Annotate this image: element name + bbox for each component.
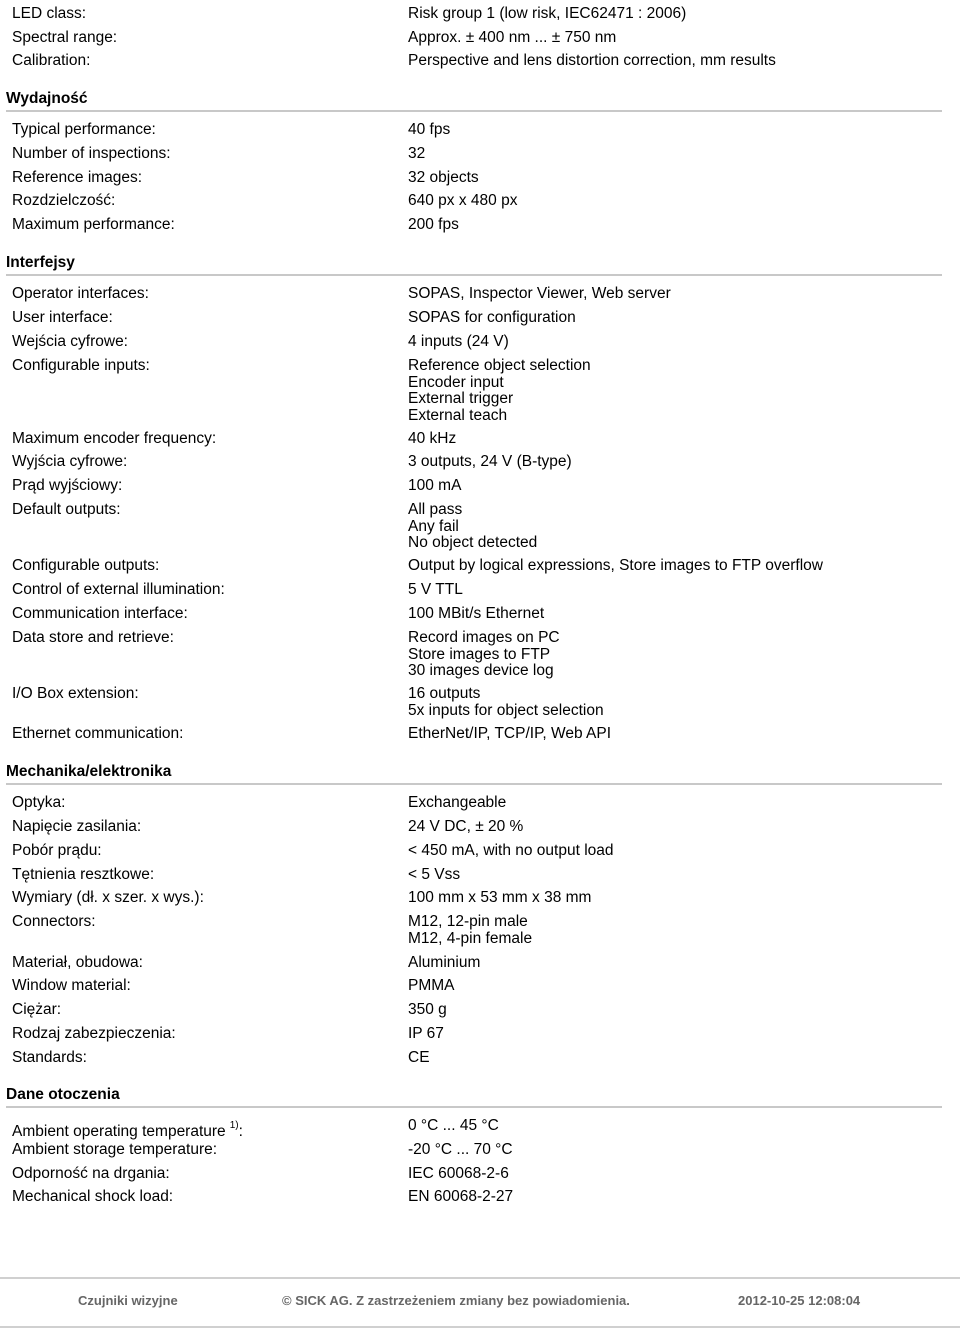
spec-label (12, 914, 96, 931)
spec-label-text: Ethernet communication: (12, 725, 184, 742)
section-title: Wydajność (6, 90, 88, 107)
spec-value (408, 502, 537, 552)
spec-value (408, 146, 425, 163)
spec-value-line: 100 mA (408, 477, 462, 494)
spec-value-line: 16 outputs (408, 685, 481, 702)
spec-label-text: Materiał, obudowa: (12, 954, 143, 971)
spec-value-line: 3 outputs, 24 V (B-type) (408, 453, 572, 470)
label-suffix: : (238, 1123, 243, 1140)
spec-label-text: Operator interfaces: (12, 285, 149, 302)
spec-label-text: Rozdzielczość: (12, 192, 116, 209)
spec-value (408, 1002, 447, 1019)
spec-label (12, 1118, 243, 1141)
spec-value (408, 217, 459, 234)
spec-value (408, 890, 591, 907)
spec-value-line: 40 kHz (408, 430, 457, 447)
spec-label-text: Reference images: (12, 169, 143, 186)
spec-value (408, 334, 509, 351)
spec-value-line: External trigger (408, 390, 514, 407)
spec-label (12, 630, 174, 647)
spec-value (408, 431, 456, 448)
spec-value-line: No object detected (408, 534, 538, 551)
spec-value (408, 454, 572, 471)
spec-label (12, 686, 139, 703)
spec-value (408, 843, 614, 860)
spec-value-line: Encoder input (408, 373, 504, 391)
spec-value-line: 0 °C ... 45 °C (408, 1117, 499, 1134)
section-title: Dane otoczenia (6, 1086, 120, 1103)
spec-value-line: 200 fps (408, 216, 459, 233)
spec-value (408, 310, 576, 327)
spec-value-line: 100 mm x 53 mm x 38 mm (408, 889, 592, 906)
spec-label (12, 478, 122, 495)
spec-value (408, 955, 480, 972)
spec-value (408, 53, 776, 70)
spec-value-line: Any fail (408, 517, 459, 535)
spec-value-line: < 5 Vss (408, 866, 461, 883)
spec-label (12, 454, 127, 471)
spec-value (408, 1166, 509, 1183)
spec-value-line: < 450 mA, with no output load (408, 842, 614, 859)
spec-label-text: Wejścia cyfrowe: (12, 333, 128, 350)
section-title: Interfejsy (6, 254, 75, 271)
spec-label-text: Standards: (12, 1049, 87, 1066)
section-header-dane-otoczenia (6, 1086, 942, 1108)
spec-label (12, 358, 150, 375)
spec-value (408, 1118, 499, 1135)
spec-label-text: Napięcie zasilania: (12, 818, 142, 835)
spec-value-line: All pass (408, 501, 463, 518)
spec-value (408, 1026, 444, 1043)
spec-label-text: Spectral range: (12, 29, 118, 46)
spec-value-line: Store images to FTP (408, 645, 551, 663)
spec-value-line: 32 objects (408, 169, 479, 186)
spec-value (408, 286, 671, 303)
spec-label (12, 502, 121, 519)
spec-label (12, 1189, 173, 1206)
footnote-marker: 1) (229, 1120, 239, 1131)
spec-label-text: Optyka: (12, 794, 66, 811)
spec-label (12, 1050, 87, 1067)
spec-label-text: LED class: (12, 5, 87, 22)
spec-value-line: 40 fps (408, 121, 451, 138)
spec-label-text: Ambient operating temperature (12, 1123, 226, 1140)
footer-bottom-rule (0, 1326, 960, 1328)
spec-label-text: User interface: (12, 309, 113, 326)
spec-value (408, 582, 463, 599)
spec-label (12, 193, 115, 210)
footer-center: © SICK AG. Z zastrzeżeniem zmiany bez powiadomienia. (282, 1293, 630, 1308)
spec-label-text: Calibration: (12, 52, 91, 69)
spec-value-line: Reference object selection (408, 357, 591, 374)
spec-value (408, 122, 450, 139)
spec-label-text: Wyjścia cyfrowe: (12, 453, 128, 470)
footer-left: Czujniki wizyjne (78, 1293, 178, 1308)
spec-value-line: 32 (408, 145, 426, 162)
spec-value-line: M12, 12-pin male (408, 913, 528, 930)
spec-value-line: Exchangeable (408, 794, 507, 811)
spec-label (12, 334, 128, 351)
section-header-wydajnosc (6, 90, 942, 112)
spec-value-line: 5x inputs for object selection (408, 701, 604, 719)
spec-value (408, 726, 611, 743)
spec-value-line: 350 g (408, 1001, 447, 1018)
spec-label-text: Odporność na drgania: (12, 1165, 170, 1182)
spec-label (12, 6, 86, 23)
spec-value-line: EN 60068-2-27 (408, 1188, 514, 1205)
spec-value (408, 30, 616, 47)
spec-label (12, 217, 175, 234)
spec-value (408, 358, 591, 424)
spec-value-line: 5 V TTL (408, 581, 463, 598)
spec-label (12, 582, 225, 599)
spec-label-text: Prąd wyjściowy: (12, 477, 123, 494)
spec-value-line: 24 V DC, ± 20 % (408, 818, 524, 835)
spec-label (12, 795, 65, 812)
spec-label-text: Communication interface: (12, 605, 188, 622)
spec-label-text: Data store and retrieve: (12, 629, 174, 646)
spec-label (12, 53, 90, 70)
spec-value (408, 1142, 513, 1159)
spec-value-line: PMMA (408, 977, 455, 994)
spec-label (12, 867, 154, 884)
spec-value (408, 819, 523, 836)
footer-rule (0, 1277, 960, 1279)
spec-label (12, 890, 204, 907)
spec-label-text: Default outputs: (12, 501, 121, 518)
spec-value-line: 640 px x 480 px (408, 192, 518, 209)
spec-value-line: -20 °C ... 70 °C (408, 1141, 513, 1158)
spec-label (12, 310, 113, 327)
spec-value (408, 978, 455, 995)
spec-value-line: Aluminium (408, 954, 481, 971)
spec-label-text: Rodzaj zabezpieczenia: (12, 1025, 176, 1042)
spec-label-text: Configurable inputs: (12, 357, 150, 374)
spec-label (12, 30, 117, 47)
spec-value (408, 6, 686, 23)
spec-label-text: Control of external illumination: (12, 581, 225, 598)
spec-value-line: 30 images device log (408, 662, 554, 679)
spec-label-text: Ciężar: (12, 1001, 62, 1018)
spec-label-text: Typical performance: (12, 121, 156, 138)
spec-value-line: Perspective and lens distortion correction, mm results (408, 52, 776, 69)
spec-value-line: External teach (408, 406, 508, 424)
spec-label-text: Mechanical shock load: (12, 1188, 174, 1205)
footer-right: 2012-10-25 12:08:04 (738, 1293, 861, 1308)
spec-label (12, 146, 171, 163)
spec-value-line: M12, 4-pin female (408, 929, 533, 947)
spec-label (12, 726, 183, 743)
section-header-mechanika-elektronika (6, 763, 942, 785)
spec-value (408, 630, 560, 680)
spec-label (12, 955, 143, 972)
spec-value (408, 193, 517, 210)
spec-label-text: Maximum encoder frequency: (12, 430, 217, 447)
spec-label (12, 558, 159, 575)
spec-label-text: Number of inspections: (12, 145, 171, 162)
spec-value (408, 170, 479, 187)
spec-label-text: Maximum performance: (12, 216, 175, 233)
spec-label (12, 843, 102, 860)
spec-label (12, 1142, 217, 1159)
spec-label (12, 978, 131, 995)
spec-value (408, 686, 604, 719)
spec-value-line: SOPAS for configuration (408, 309, 576, 326)
spec-value (408, 867, 460, 884)
spec-value-line: IP 67 (408, 1025, 444, 1042)
spec-label (12, 819, 141, 836)
spec-value-line: Risk group 1 (low risk, IEC62471 : 2006) (408, 5, 687, 22)
spec-label (12, 286, 149, 303)
spec-label-text: Window material: (12, 977, 131, 994)
spec-label (12, 1002, 61, 1019)
spec-value-line: EtherNet/IP, TCP/IP, Web API (408, 725, 612, 742)
spec-value (408, 795, 506, 812)
spec-value (408, 1050, 430, 1067)
spec-value-line: Approx. ± 400 nm ... ± 750 nm (408, 29, 617, 46)
spec-label-text: I/O Box extension: (12, 685, 139, 702)
spec-value (408, 914, 532, 947)
spec-value (408, 606, 544, 623)
spec-label (12, 122, 156, 139)
spec-label-text: Ambient storage temperature: (12, 1141, 218, 1158)
spec-value (408, 478, 461, 495)
spec-label (12, 1166, 170, 1183)
spec-value-line: CE (408, 1049, 430, 1066)
spec-label-text: Connectors: (12, 913, 96, 930)
spec-label-text: Pobór prądu: (12, 842, 102, 859)
spec-label (12, 431, 216, 448)
spec-label-text: Tętnienia resztkowe: (12, 866, 155, 883)
spec-value-line: SOPAS, Inspector Viewer, Web server (408, 285, 671, 302)
spec-value-line: 4 inputs (24 V) (408, 333, 509, 350)
spec-value-line: IEC 60068-2-6 (408, 1165, 509, 1182)
spec-label (12, 606, 188, 623)
spec-label-text: Configurable outputs: (12, 557, 160, 574)
spec-label-text: Wymiary (dł. x szer. x wys.): (12, 889, 204, 906)
spec-value-line: Output by logical expressions, Store images to FTP overflow (408, 557, 823, 574)
section-header-interfejsy (6, 254, 942, 276)
spec-value (408, 558, 823, 575)
section-title: Mechanika/elektronika (6, 763, 172, 780)
spec-label (12, 170, 142, 187)
spec-value-line: Record images on PC (408, 629, 560, 646)
spec-value-line: 100 MBit/s Ethernet (408, 605, 545, 622)
spec-label (12, 1026, 176, 1043)
spec-value (408, 1189, 513, 1206)
